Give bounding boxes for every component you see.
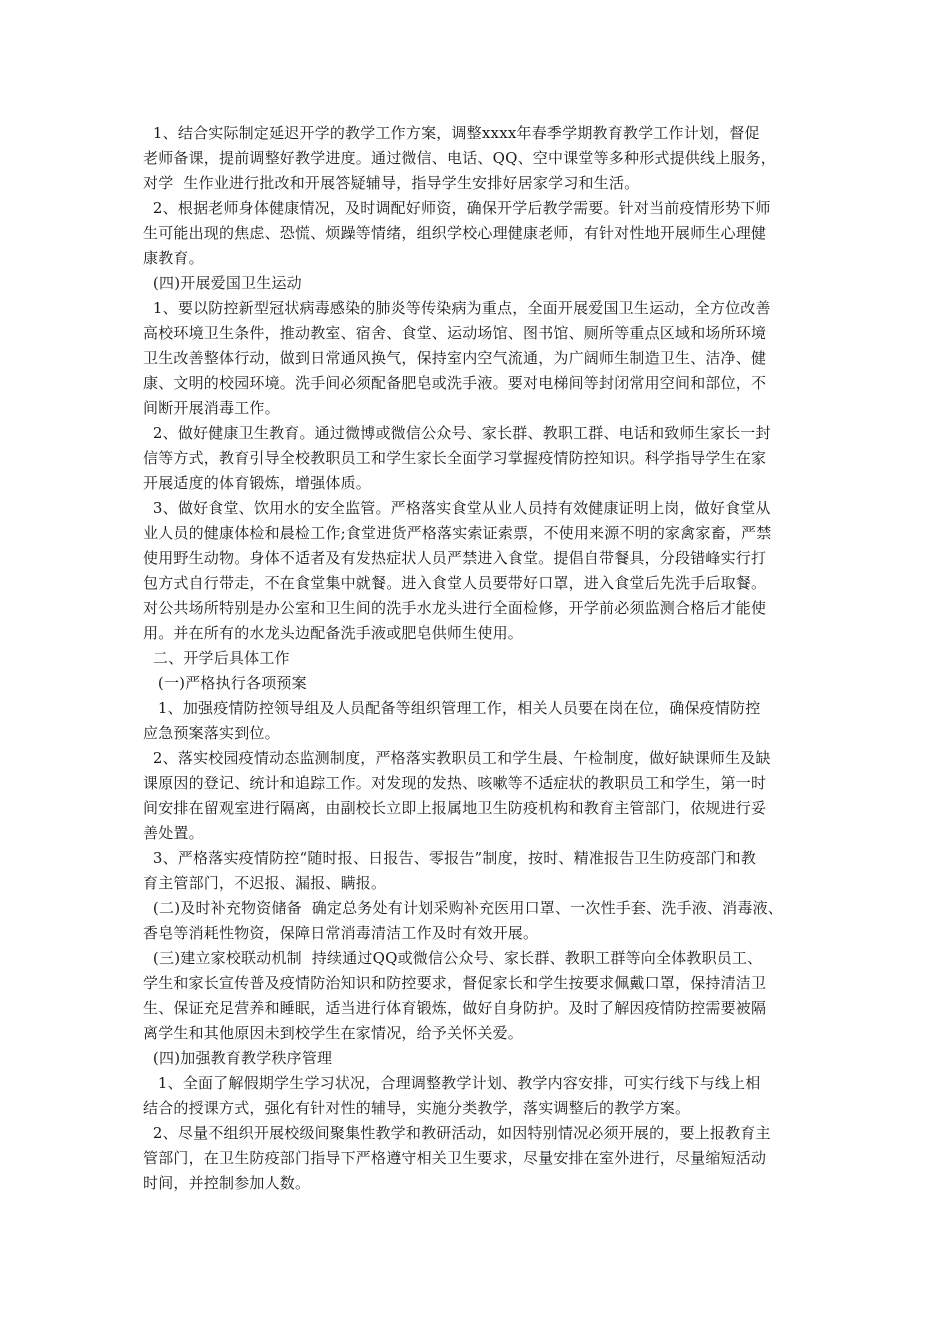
text-line: 2、尽量不组织开展校级间聚集性教学和教研活动，如因特别情况必须开展的，要上报教育主 (143, 1124, 771, 1142)
text-line: 结合的授课方式，强化有针对性的辅导，实施分类教学，落实调整后的教学方案。 (143, 1099, 691, 1117)
document-page (143, 121, 833, 1196)
text-line: 开展适度的体育锻炼，增强体质。 (143, 474, 372, 492)
text-line: (四)加强教育教学秩序管理 (143, 1049, 333, 1067)
text-line: 用。并在所有的水龙头边配备洗手液或肥皂供师生使用。 (143, 624, 524, 642)
text-line: 2、做好健康卫生教育。通过微博或微信公众号、家长群、教职工群、电话和致师生家长一封 (143, 424, 771, 442)
text-line: 间断开展消毒工作。 (143, 399, 280, 417)
text-line: 使用野生动物。身体不适者及有发热症状人员严禁进入食堂。提倡自带餐具，分段错峰实行打 (143, 549, 767, 567)
text-line: 对公共场所特别是办公室和卫生间的洗手水龙头进行全面检修，开学前必须监测合格后才能使 (143, 599, 767, 617)
text-line: 1、全面了解假期学生学习状况，合理调整教学计划、教学内容安排，可实行线下与线上相 (143, 1074, 761, 1092)
text-line: 2、落实校园疫情动态监测制度，严格落实教职员工和学生晨、午检制度，做好缺课师生及缺 (143, 749, 771, 767)
text-line: 二、开学后具体工作 (143, 649, 290, 667)
text-line: 康、文明的校园环境。洗手间必须配备肥皂或洗手液。要对电梯间等封闭常用空间和部位，不 (143, 374, 767, 392)
text-line: 育主管部门，不迟报、漏报、瞒报。 (143, 874, 387, 892)
text-line: (四)开展爱国卫生运动 (143, 274, 302, 292)
text-line: 生、保证充足营养和睡眠，适当进行体育锻炼，做好自身防护。及时了解因疫情防控需要被隔 (143, 999, 767, 1017)
text-line: 时间，并控制参加人数。 (143, 1174, 311, 1192)
text-line: 1、要以防控新型冠状病毒感染的肺炎等传染病为重点，全面开展爱国卫生运动，全方位改善 (143, 299, 771, 317)
text-line: 高校环境卫生条件，推动教室、宿舍、食堂、运动场馆、图书馆、厕所等重点区域和场所环境 (143, 324, 767, 342)
text-line: 善处置。 (143, 824, 204, 842)
text-line: 老师备课，提前调整好教学进度。通过微信、电话、QQ、空中课堂等多种形式提供线上服务， (143, 149, 776, 167)
text-line: (三)建立家校联动机制 持续通过QQ或微信公众号、家长群、教职工群等向全体教职员工、 (143, 949, 763, 967)
text-line: 香皂等消耗性物资，保障日常消毒清洁工作及时有效开展。 (143, 924, 539, 942)
text-line: 间安排在留观室进行隔离，由副校长立即上报属地卫生防疫机构和教育主管部门，依规进行妥 (143, 799, 767, 817)
text-line: 康教育。 (143, 249, 204, 267)
text-line: 管部门，在卫生防疫部门指导下严格遵守相关卫生要求，尽量安排在室外进行，尽量缩短活动 (143, 1149, 767, 1167)
text-line: 1、加强疫情防控领导组及人员配备等组织管理工作，相关人员要在岗在位，确保疫情防控 (143, 699, 761, 717)
text-line: 课原因的登记、统计和追踪工作。对发现的发热、咳嗽等不适症状的教职员工和学生，第一时 (143, 774, 767, 792)
text-line: 2、根据老师身体健康情况，及时调配好师资，确保开学后教学需要。针对当前疫情形势下师 (143, 199, 771, 217)
text-line: 信等方式，教育引导全校教职员工和学生家长全面学习掌握疫情防控知识。科学指导学生在家 (143, 449, 767, 467)
text-line: 包方式自行带走，不在食堂集中就餐。进入食堂人员要带好口罩，进入食堂后先洗手后取餐。 (143, 574, 767, 592)
text-line: 3、做好食堂、饮用水的安全监管。严格落实食堂从业人员持有效健康证明上岗，做好食堂从 (143, 499, 771, 517)
text-line: 离学生和其他原因未到校学生在家情况，给予关怀关爱。 (143, 1024, 524, 1042)
text-line: 生可能出现的焦虑、恐慌、烦躁等情绪，组织学校心理健康老师，有针对性地开展师生心理健 (143, 224, 767, 242)
text-line: 业人员的健康体检和晨检工作;食堂进货严格落实索证索票，不使用来源不明的家禽家畜，严禁 (143, 524, 772, 542)
text-line: 1、结合实际制定延迟开学的教学工作方案，调整xxxx年春季学期教育教学工作计划，督促 (143, 124, 760, 142)
text-line: (一)严格执行各项预案 (143, 674, 307, 692)
text-line: (二)及时补充物资储备 确定总务处有计划采购补充医用口罩、一次性手套、洗手液、消毒液、 (143, 899, 783, 917)
text-line: 3、严格落实疫情防控“随时报、日报告、零报告”制度，按时、精准报告卫生防疫部门和教 (143, 849, 757, 867)
text-line: 应急预案落实到位。 (143, 724, 280, 742)
text-line: 卫生改善整体行动，做到日常通风换气，保持室内空气流通，为广阔师生制造卫生、洁净、健 (143, 349, 767, 367)
text-line: 学生和家长宣传普及疫情防治知识和防控要求，督促家长和学生按要求佩戴口罩，保持清洁卫 (143, 974, 767, 992)
text-line: 对学 生作业进行批改和开展答疑辅导，指导学生安排好居家学习和生活。 (143, 174, 640, 192)
